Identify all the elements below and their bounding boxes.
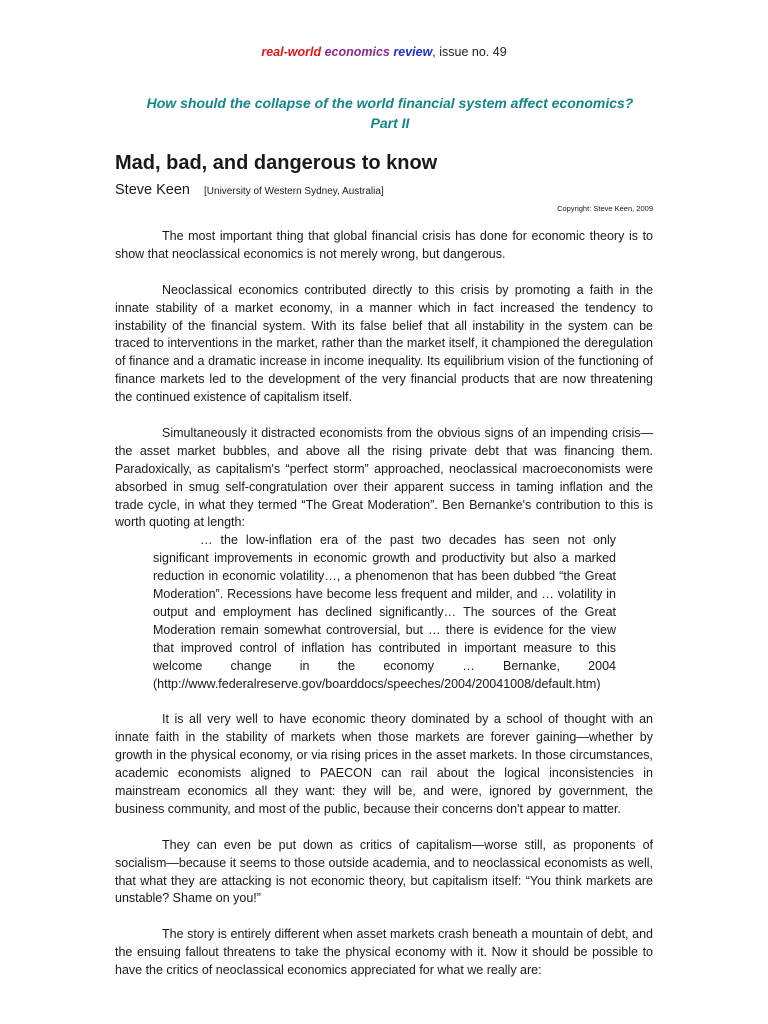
block-quote: … the low-inflation era of the past two decades has seen not only significant improvements in economic growth and productivity but also a marked reduction in economic volatility…, a phenomenon that has been dubbed “the Great Moderation”. Recessions have become less frequent and milder, and … volatility in output and employment has declined significantly… The sources of the Great Moderation remain somewhat controversial, but … there is evidence for the view that improved control of inflation has contributed in important measure to this welcome change in the economy … Bernanke, 2004 (http://www.federalreserve.gov/boarddocs/speeches/2004/20041008/default.htm) <box>153 533 616 691</box>
journal-name-real-world: real-world <box>261 45 322 59</box>
article-body <box>115 228 653 998</box>
journal-name-economics: economics <box>324 45 390 59</box>
journal-header <box>0 45 768 59</box>
series-title <box>100 93 680 133</box>
paragraph-3: Simultaneously it distracted economists from the obvious signs of an impending crisis—the asset market bubbles, and above all the rising private debt that was financing them. Paradoxically, as capitalism's “perfect storm” approached, neoclassical macroeconomists were absorbed in smug self-congratulation over their apparent success in taming inflation and the trade cycle, in what they termed “The Great Moderation”. Ben Bernanke's contribution to this is worth quoting at length: <box>115 425 653 530</box>
journal-name-review: review <box>393 45 433 59</box>
author-line <box>115 182 384 198</box>
paragraph-6: The story is entirely different when asset markets crash beneath a mountain of debt, and the ensuing fallout threatens to take the physical economy with it. Now it should be possible to have the critics of neoclassical economics appreciated for what we really are: <box>115 927 653 978</box>
paragraph-4: It is all very well to have economic theory dominated by a school of thought with an innate faith in the stability of markets when those markets are forever gaining—whether by growth in the physical economy, or via rising prices in the asset markets. In those circumstances, academic economists aligned to PAECON can rail about the logical inconsistencies in mainstream economics all they want: they will be, and were, ignored by government, the business community, and most of the public, because their concerns don't appear to matter. <box>115 712 653 816</box>
author-affiliation: [University of Western Sydney, Australia] <box>204 186 384 197</box>
series-title-line-2: Part II <box>370 115 410 131</box>
article-title: Mad, bad, and dangerous to know <box>115 152 438 174</box>
series-title-line-1: How should the collapse of the world financial system affect economics? <box>146 95 634 111</box>
paragraph-1: The most important thing that global financial crisis has done for economic theory is to show that neoclassical economics is not merely wrong, but dangerous. <box>115 229 653 261</box>
paragraph-5: They can even be put down as critics of capitalism—worse still, as proponents of socialism—because it seems to those outside academia, and to neoclassical economists as well, that what they are attacking is not economic theory, but capitalism itself: “You think markets are unstable? Shame on you!” <box>115 837 653 906</box>
author-name: Steve Keen <box>115 182 190 198</box>
paragraph-2: Neoclassical economics contributed directly to this crisis by promoting a faith in the innate stability of a market economy, in a manner which in fact increased the tendency to instability of the financial system. With its false belief that all instability in the system can be traced to interventions in the market, rather than the market itself, it championed the deregulation of finance and a dramatic increase in income inequality. Its equilibrium vision of the functioning of finance markets led to the development of the very financial products that are now threatening the continued existence of capitalism itself. <box>115 282 653 405</box>
copyright-notice: Copyright: Steve Keen, 2009 <box>557 204 653 213</box>
issue-number: , issue no. 49 <box>432 45 507 59</box>
